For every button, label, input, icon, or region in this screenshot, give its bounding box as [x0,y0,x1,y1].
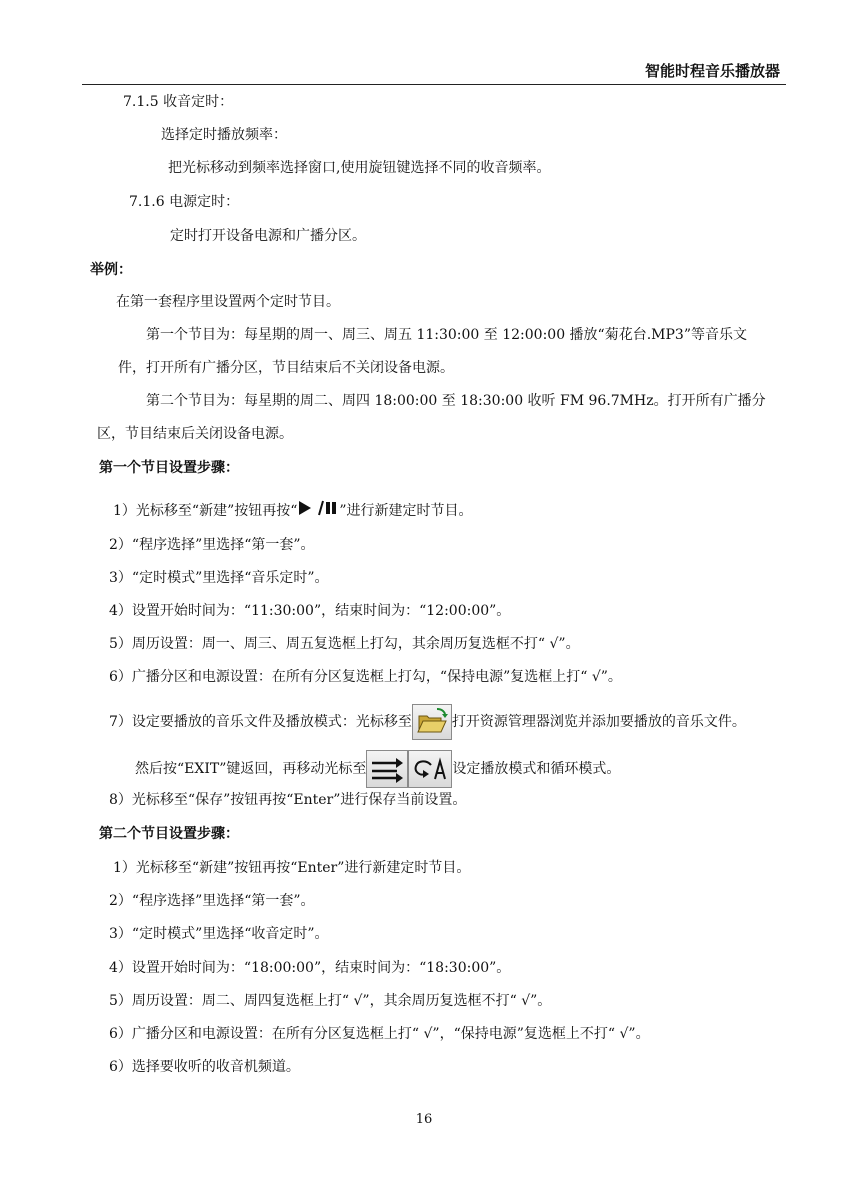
play-mode-icon [366,750,408,788]
page-number: 16 [415,1112,433,1127]
program-two-desc-line-1: 第二个节目为：每星期的周二、周四 18:00:00 至 18:30:00 收听 FM 96.7MHz。打开所有广播分 [146,393,766,409]
step-1-7-text-a: 7）设定要播放的音乐文件及播放模式：光标移至 [109,714,412,730]
page-header-title: 智能时程音乐播放器 [644,62,780,80]
step-1-1-text-a: 1）光标移至“新建”按钮再按“ [113,503,298,519]
step-1-7-continued-text-a: 然后按“EXIT”键返回，再移动光标至 [135,761,367,777]
program-one-desc-line-1: 第一个节目为：每星期的周一、周三、周五 11:30:00 至 12:00:00 播放“菊花台.MP3”等音乐文 [146,327,747,343]
step-1-7-continued-text-b: 设定播放模式和循环模式。 [452,761,621,777]
example-heading: 举例： [90,262,132,278]
step-1-2: 2）“程序选择”里选择“第一套”。 [109,537,315,553]
section-7-1-6-title: 7.1.6 电源定时： [129,194,240,210]
step-1-6: 6）广播分区和电源设置：在所有分区复选框上打勾，“保持电源”复选框上打“ √”。 [109,669,622,685]
step-1-7 [109,703,746,741]
step-1-8: 8）光标移至“保存”按钮再按“Enter”进行保存当前设置。 [109,792,467,808]
step-2-3: 3）“定时模式”里选择“收音定时”。 [109,926,329,942]
step-2-5: 5）周历设置：周二、周四复选框上打“ √”，其余周历复选框不打“ √”。 [109,993,552,1009]
program-one-desc-line-2: 件，打开所有广播分区，节目结束后不关闭设备电源。 [118,360,454,376]
loop-mode-icon [408,750,452,788]
step-2-7: 6）选择要收听的收音机频道。 [109,1059,300,1075]
step-2-2: 2）“程序选择”里选择“第一套”。 [109,893,315,909]
step-1-3: 3）“定时模式”里选择“音乐定时”。 [109,570,329,586]
paragraph-frequency: 把光标移动到频率选择窗口,使用旋钮键选择不同的收音频率。 [168,160,551,176]
program-one-steps-heading: 第一个节目设置步骤： [99,460,239,476]
step-1-1-text-b: ”进行新建定时节目。 [339,503,473,519]
step-1-7-text-b: 打开资源管理器浏览并添加要播放的音乐文件。 [451,714,746,730]
open-folder-icon [412,704,452,740]
program-two-desc-line-2: 区，节目结束后关闭设备电源。 [97,426,293,442]
step-2-1: 1）光标移至“新建”按钮再按“Enter”进行新建定时节目。 [113,860,471,876]
header-rule [82,84,786,85]
paragraph-power: 定时打开设备电源和广播分区。 [170,228,366,244]
step-2-6: 6）广播分区和电源设置：在所有分区复选框上打“ √”，“保持电源”复选框上不打“ √”。 [109,1026,650,1042]
step-1-1 [113,499,473,523]
subsection-frequency-title: 选择定时播放频率： [161,127,287,143]
play-pause-icon [297,499,339,523]
step-2-4: 4）设置开始时间为：“18:00:00”，结束时间为：“18:30:00”。 [109,960,511,976]
step-1-4: 4）设置开始时间为：“11:30:00”，结束时间为：“12:00:00”。 [109,603,511,619]
step-1-7-continued [135,749,620,789]
section-7-1-5-title: 7.1.5 收音定时： [123,94,234,110]
program-two-steps-heading: 第二个节目设置步骤： [99,826,239,842]
step-1-5: 5）周历设置：周一、周三、周五复选框上打勾，其余周历复选框不打“ √”。 [109,636,580,652]
example-intro: 在第一套程序里设置两个定时节目。 [116,294,340,310]
